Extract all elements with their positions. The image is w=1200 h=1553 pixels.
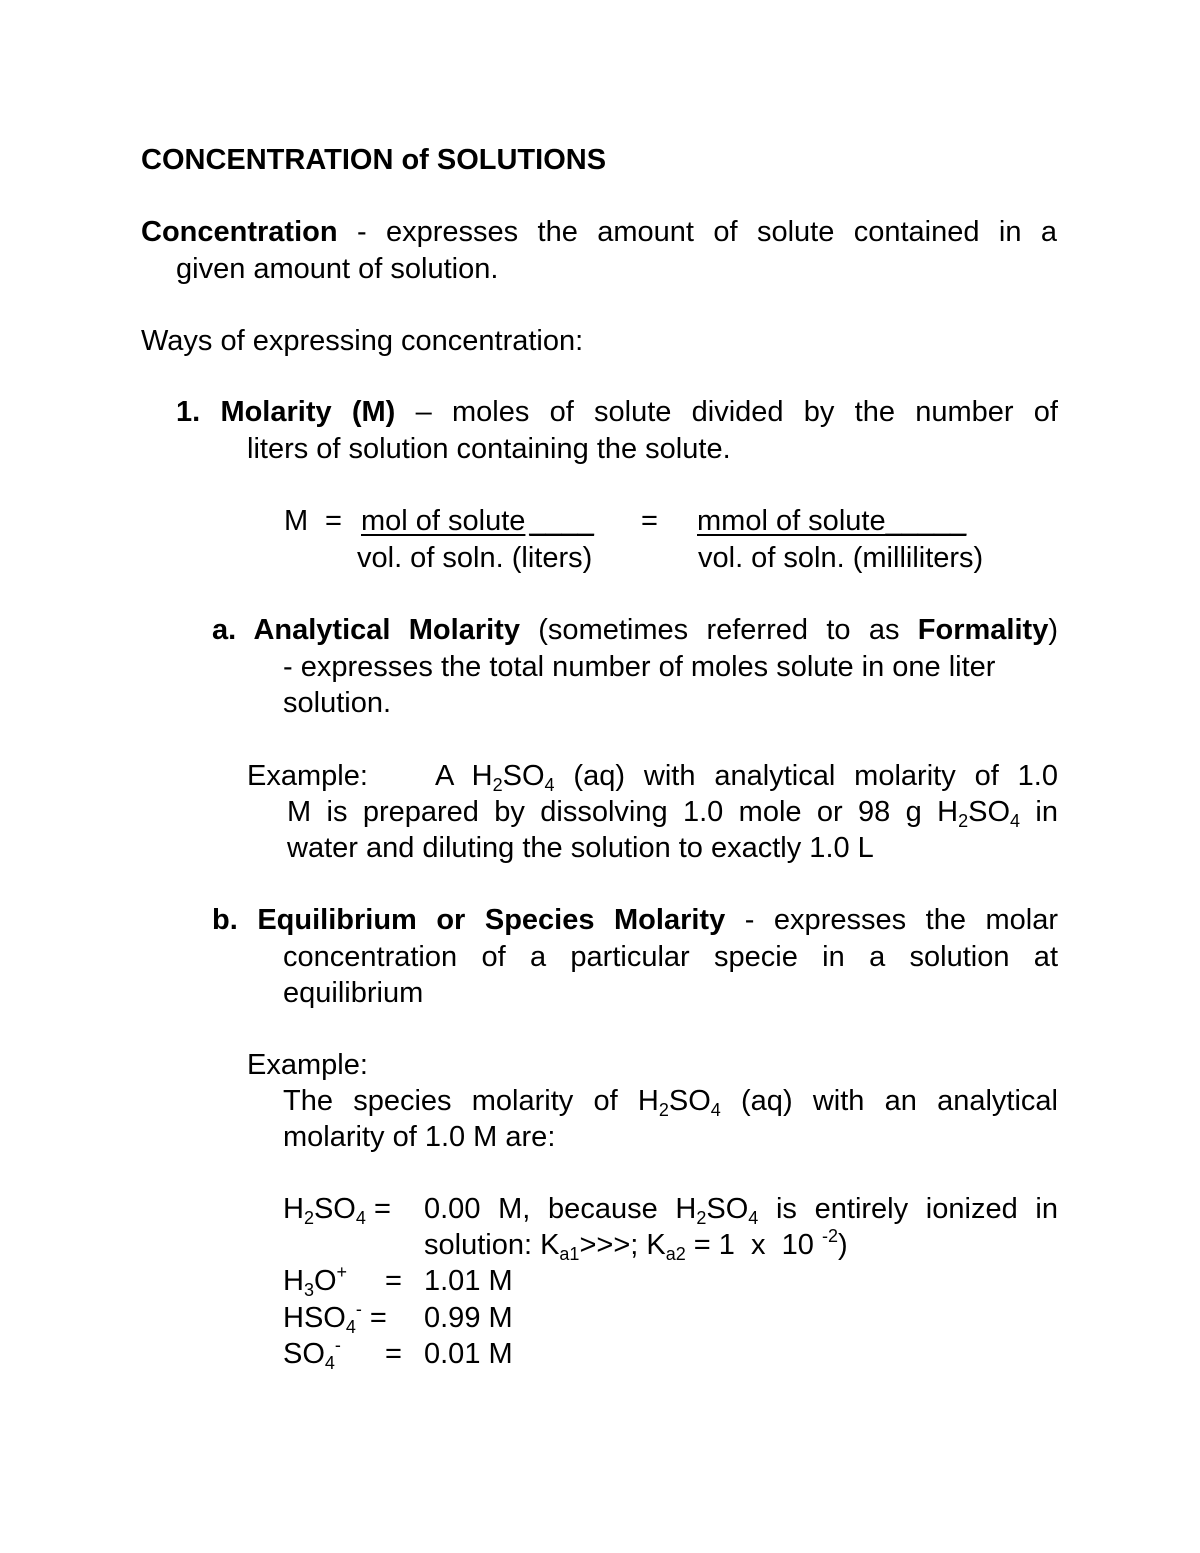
analytical-line-2: - expresses the total number of moles solute in one liter xyxy=(283,651,996,683)
formula-denominator-1: vol. of soln. (liters) xyxy=(357,542,593,574)
equilibrium-example-line-2: molarity of 1.0 M are: xyxy=(283,1121,556,1153)
species-so4-equals: = xyxy=(385,1338,402,1370)
equilibrium-example-line-1: The species molarity of $H_2SO_4$ (aq) with an analytical xyxy=(283,1085,1059,1120)
species-ka-line: solution: $K_{a1}>>>$; $K_{a2} = 1$ x 10 $^{-2}$) xyxy=(424,1226,848,1264)
species-h3o-equals: = xyxy=(385,1265,402,1297)
formula-lhs: M xyxy=(284,505,309,537)
species-h2so4-value: 0.00 M, because $H_2SO_4$ is entirely ionized in xyxy=(424,1193,1058,1228)
formula-numerator-2: mmol of solute_____ xyxy=(697,505,967,537)
species-h3o-label: $H_3O^+$ xyxy=(283,1262,348,1300)
analytical-line-3: solution. xyxy=(283,687,392,719)
species-h3o-value: 1.01 M xyxy=(424,1265,513,1297)
molarity-line-2: liters of solution containing the solute. xyxy=(247,433,731,465)
molarity-line-1: 1. Molarity (M) – moles of solute divided by the number of xyxy=(176,396,1058,428)
analytical-example-label: Example: xyxy=(247,760,368,792)
formula-equals-1: = xyxy=(325,505,342,537)
equilibrium-example-label: Example: xyxy=(247,1049,368,1081)
definition-line-1: Concentration - expresses the amount of solute contained in a xyxy=(141,216,1057,248)
formula-denominator-2: vol. of soln. (milliliters) xyxy=(698,542,984,574)
species-so4-value: 0.01 M xyxy=(424,1338,513,1370)
formula-equals-2: = xyxy=(641,505,658,537)
analytical-example-line-1: A $H_2SO_4$ (aq) with analytical molarity of 1.0 xyxy=(435,760,1058,795)
analytical-example-line-3: water and diluting the solution to exactly 1.0 L xyxy=(287,832,874,864)
definition-line-2: given amount of solution. xyxy=(176,253,499,285)
analytical-line-1: a. Analytical Molarity (sometimes referred to as Formality) xyxy=(212,614,1058,646)
species-hso4-value: 0.99 M xyxy=(424,1302,513,1334)
equilibrium-line-2: concentration of a particular specie in a solution at xyxy=(283,941,1058,973)
ways-heading: Ways of expressing concentration: xyxy=(141,325,584,357)
formula-numerator-1: mol of solute ____ xyxy=(361,505,594,537)
equilibrium-line-3: equilibrium xyxy=(283,977,424,1009)
species-hso4-label: $HSO_4^-$ = xyxy=(283,1299,387,1337)
species-so4-label: $SO_4^-$ xyxy=(283,1335,341,1373)
species-h2so4-label: $H_2SO_4$ = xyxy=(283,1193,391,1228)
page-title: CONCENTRATION of SOLUTIONS xyxy=(141,144,607,176)
equilibrium-line-1: b. Equilibrium or Species Molarity - expresses the molar xyxy=(212,904,1058,936)
analytical-example-line-2: M is prepared by dissolving 1.0 mole or 98 g $H_2SO_4$ in xyxy=(287,796,1058,831)
